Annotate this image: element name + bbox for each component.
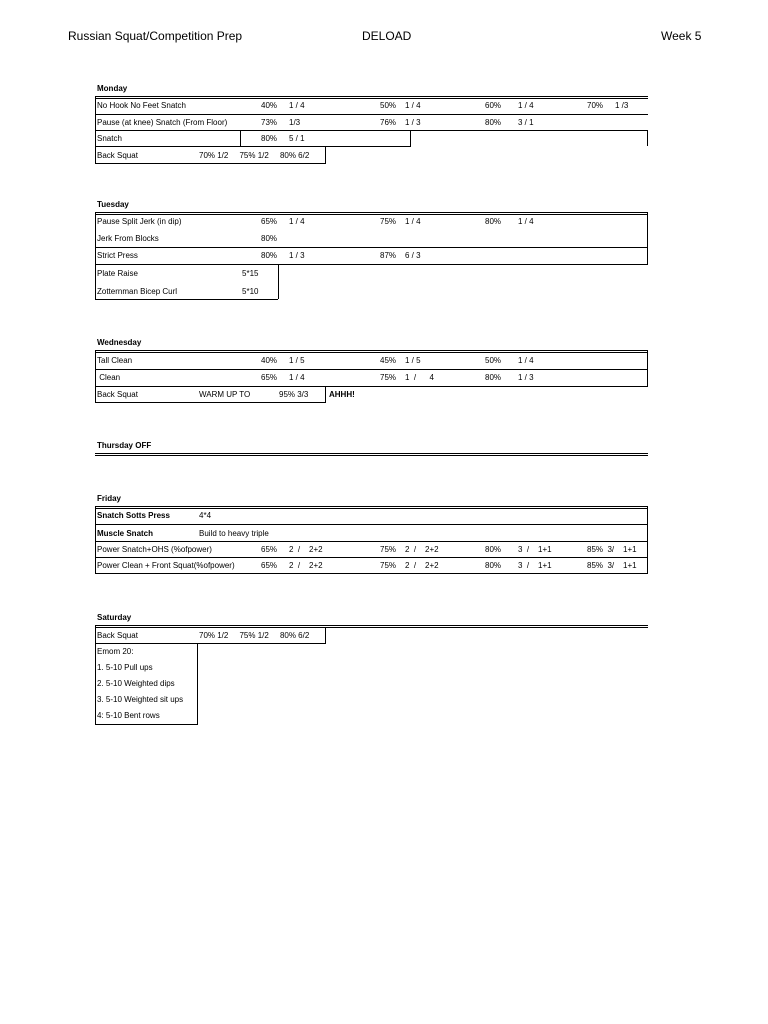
exercise-name: Back Squat — [97, 390, 138, 399]
table-rule — [278, 264, 279, 299]
table-rule — [95, 96, 96, 163]
exercise-name: Muscle Snatch — [97, 529, 154, 538]
table-rule — [95, 506, 648, 507]
cell: 2 / 2+2 — [405, 561, 439, 570]
cell: 75% — [380, 545, 397, 554]
cell: 65% — [261, 545, 278, 554]
document-title: Russian Squat/Competition Prep — [68, 29, 243, 43]
cell: Build to heavy triple — [199, 529, 269, 538]
cell: 70% — [587, 101, 604, 110]
cell: 70% 1/2 75% 1/2 80% 6/2 — [199, 151, 310, 160]
cell: 85% 3/ — [587, 545, 615, 554]
list-item: 1. 5-10 Pull ups — [97, 663, 153, 672]
exercise-name: Back Squat — [97, 631, 138, 640]
list-item: 3. 5-10 Weighted sit ups — [97, 695, 184, 704]
table-rule — [95, 541, 648, 542]
cell: 73% — [261, 118, 278, 127]
table-rule — [95, 299, 278, 300]
cell: 1 / 3 — [405, 118, 421, 127]
table-rule — [95, 724, 198, 725]
cell: 2 / 2+2 — [289, 561, 323, 570]
cell: 75% — [380, 217, 397, 226]
cell: 75% — [380, 373, 397, 382]
cell: 5*15 — [242, 269, 259, 278]
cell: 1 / 4 — [289, 101, 305, 110]
table-rule — [95, 352, 648, 353]
exercise-name: Pause (at knee) Snatch (From Floor) — [97, 118, 228, 127]
table-rule — [95, 369, 648, 370]
exercise-name: Back Squat — [97, 151, 138, 160]
exercise-name: Pause Split Jerk (in dip) — [97, 217, 182, 226]
table-rule — [95, 163, 326, 164]
table-rule — [95, 625, 648, 626]
cell: 40% — [261, 101, 278, 110]
list-item: 2. 5-10 Weighted dips — [97, 679, 175, 688]
cell: 65% — [261, 217, 278, 226]
wednesday-heading: Wednesday — [97, 338, 142, 347]
cell: 1 / 3 — [289, 251, 305, 260]
cell: 60% — [485, 101, 502, 110]
table-rule — [95, 130, 648, 131]
table-rule — [95, 625, 96, 724]
cell: 40% — [261, 356, 278, 365]
cell: 1/3 — [289, 118, 301, 127]
exercise-name: Snatch Sotts Press — [97, 511, 170, 520]
table-rule — [95, 557, 648, 558]
tuesday-heading: Tuesday — [97, 200, 129, 209]
table-rule — [647, 212, 648, 264]
table-rule — [95, 508, 648, 509]
table-rule — [647, 350, 648, 386]
cell: 45% — [380, 356, 397, 365]
cell: 3 / 1+1 — [518, 545, 552, 554]
cell: 5 / 1 — [289, 134, 305, 143]
thursday-heading: Thursday OFF — [97, 441, 152, 450]
cell: WARM UP TO — [199, 390, 251, 399]
cell: 2 / 2+2 — [289, 545, 323, 554]
table-rule — [95, 643, 326, 644]
cell: AHHH! — [329, 390, 355, 399]
table-rule — [647, 506, 648, 573]
cell: 1 / 4 — [405, 373, 434, 382]
cell: 1+1 — [623, 561, 637, 570]
table-rule — [95, 402, 326, 403]
cell: 95% 3/3 — [279, 390, 309, 399]
table-rule — [95, 573, 648, 574]
cell: 1 / 4 — [289, 373, 305, 382]
table-rule — [647, 130, 648, 146]
exercise-name: Strict Press — [97, 251, 138, 260]
cell: 2 / 2+2 — [405, 545, 439, 554]
deload-label: DELOAD — [362, 29, 412, 43]
cell: 5*10 — [242, 287, 259, 296]
table-rule — [95, 524, 648, 525]
cell: 1 / 5 — [289, 356, 305, 365]
table-rule — [95, 96, 648, 97]
table-rule — [95, 453, 648, 454]
cell: 1 / 4 — [518, 356, 534, 365]
table-rule — [95, 146, 411, 147]
cell: 1 / 4 — [289, 217, 305, 226]
table-rule — [95, 627, 648, 628]
table-rule — [240, 130, 241, 147]
cell: 3 / 1 — [518, 118, 534, 127]
table-rule — [95, 212, 648, 213]
table-rule — [95, 212, 96, 299]
cell: 3 / 1+1 — [518, 561, 552, 570]
saturday-heading: Saturday — [97, 613, 132, 622]
table-rule — [95, 247, 648, 248]
cell: 80% — [261, 251, 278, 260]
monday-heading: Monday — [97, 84, 128, 93]
table-rule — [95, 214, 648, 215]
cell: 50% — [380, 101, 397, 110]
cell: 80% — [485, 118, 502, 127]
cell: 87% — [380, 251, 397, 260]
exercise-name: Snatch — [97, 134, 122, 143]
table-rule — [325, 627, 326, 643]
table-rule — [197, 643, 198, 724]
cell: 70% 1/2 75% 1/2 80% 6/2 — [199, 631, 310, 640]
cell: 80% — [261, 134, 278, 143]
table-rule — [95, 98, 648, 99]
cell: 1 / 4 — [518, 101, 534, 110]
cell: 1 / 4 — [405, 101, 421, 110]
cell: 80% — [261, 234, 278, 243]
cell: 6 / 3 — [405, 251, 421, 260]
table-rule — [95, 264, 648, 265]
cell: 80% — [485, 561, 502, 570]
exercise-name: Power Snatch+OHS (%ofpower) — [97, 545, 212, 554]
exercise-name: Zotternman Bicep Curl — [97, 287, 178, 296]
cell: 76% — [380, 118, 397, 127]
table-rule — [95, 350, 648, 351]
table-rule — [325, 146, 326, 163]
cell: 65% — [261, 561, 278, 570]
list-item: Emom 20: — [97, 647, 134, 656]
cell: 50% — [485, 356, 502, 365]
table-rule — [95, 455, 648, 456]
exercise-name: Plate Raise — [97, 269, 138, 278]
table-rule — [95, 386, 648, 387]
table-rule — [325, 386, 326, 402]
cell: 80% — [485, 217, 502, 226]
exercise-name: Jerk From Blocks — [97, 234, 159, 243]
exercise-name: Tall Clean — [97, 356, 133, 365]
cell: 1 / 5 — [405, 356, 421, 365]
table-rule — [95, 114, 648, 115]
cell: 4*4 — [199, 511, 212, 520]
week-label: Week 5 — [661, 29, 702, 43]
exercise-name: No Hook No Feet Snatch — [97, 101, 186, 110]
cell: 65% — [261, 373, 278, 382]
table-rule — [95, 350, 96, 402]
cell: 1+1 — [623, 545, 637, 554]
cell: 1 / 3 — [518, 373, 534, 382]
cell: 80% — [485, 545, 502, 554]
exercise-name: Clean — [97, 373, 121, 382]
table-rule — [95, 506, 96, 573]
cell: 80% — [485, 373, 502, 382]
cell: 1 / 4 — [518, 217, 534, 226]
cell: 75% — [380, 561, 397, 570]
table-rule — [410, 130, 411, 147]
cell: 1 / 4 — [405, 217, 421, 226]
cell: 85% 3/ — [587, 561, 615, 570]
exercise-name: Power Clean + Front Squat(%ofpower) — [97, 561, 235, 570]
list-item: 4: 5-10 Bent rows — [97, 711, 160, 720]
friday-heading: Friday — [97, 494, 122, 503]
cell: 1 /3 — [615, 101, 629, 110]
